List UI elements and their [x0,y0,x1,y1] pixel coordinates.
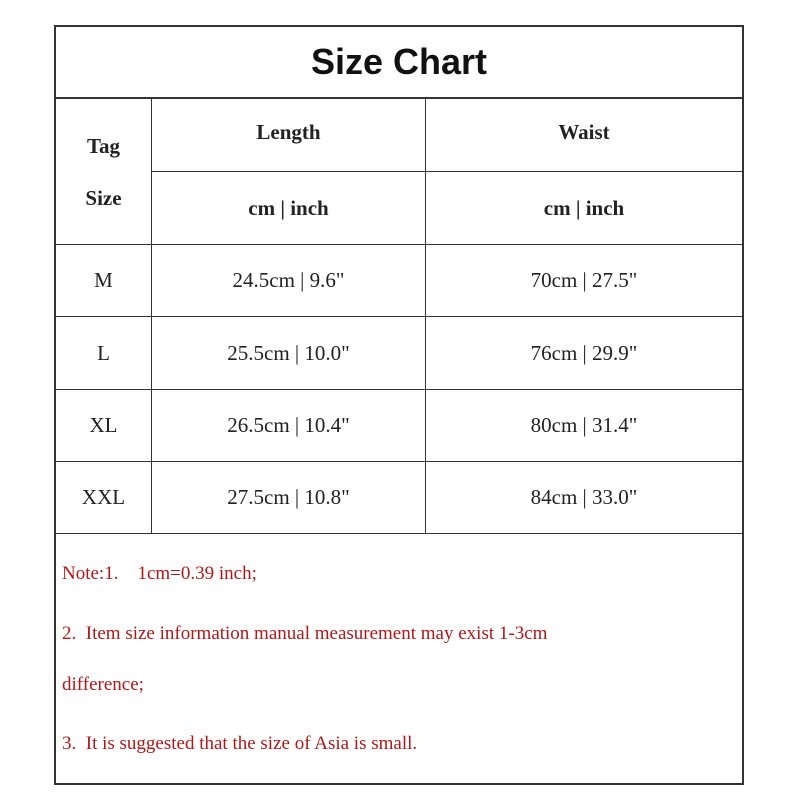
length-cell: 27.5cm | 10.8" [227,485,350,509]
note-3: 3. It is suggested that the size of Asia is small. [62,733,418,754]
length-unit-header: cm | inch [248,195,329,220]
length-cell: 25.5cm | 10.0" [227,340,350,365]
waist-cell: 80cm | 31.4" [530,413,638,437]
length-header: Length [256,119,321,144]
waist-cell: 84cm | 33.0" [530,485,638,509]
note-1: Note:1. 1cm=0.39 inch; [62,563,257,584]
length-cell: 24.5cm | 9.6" [232,268,345,292]
size-cell: XXL [81,485,126,509]
note-2-line-1: 2. Item size information manual measurement may exist 1-3cm [62,623,548,644]
note-2-line-2: difference; [62,674,144,695]
length-cell: 26.5cm | 10.4" [227,413,350,437]
size-chart [54,25,744,785]
waist-cell: 70cm | 27.5" [530,268,638,292]
chart-title: Size Chart [56,27,742,99]
waist-header: Waist [558,119,610,144]
size-cell: M [94,268,113,292]
size-cell: XL [89,413,118,437]
size-cell: L [97,340,110,365]
grid-line [56,533,742,534]
tag-header-line2: Size [85,185,122,210]
waist-cell: 76cm | 29.9" [530,340,638,365]
tag-size-header [56,99,151,244]
waist-unit-header: cm | inch [543,195,625,220]
tag-header-line1: Tag [86,133,121,158]
